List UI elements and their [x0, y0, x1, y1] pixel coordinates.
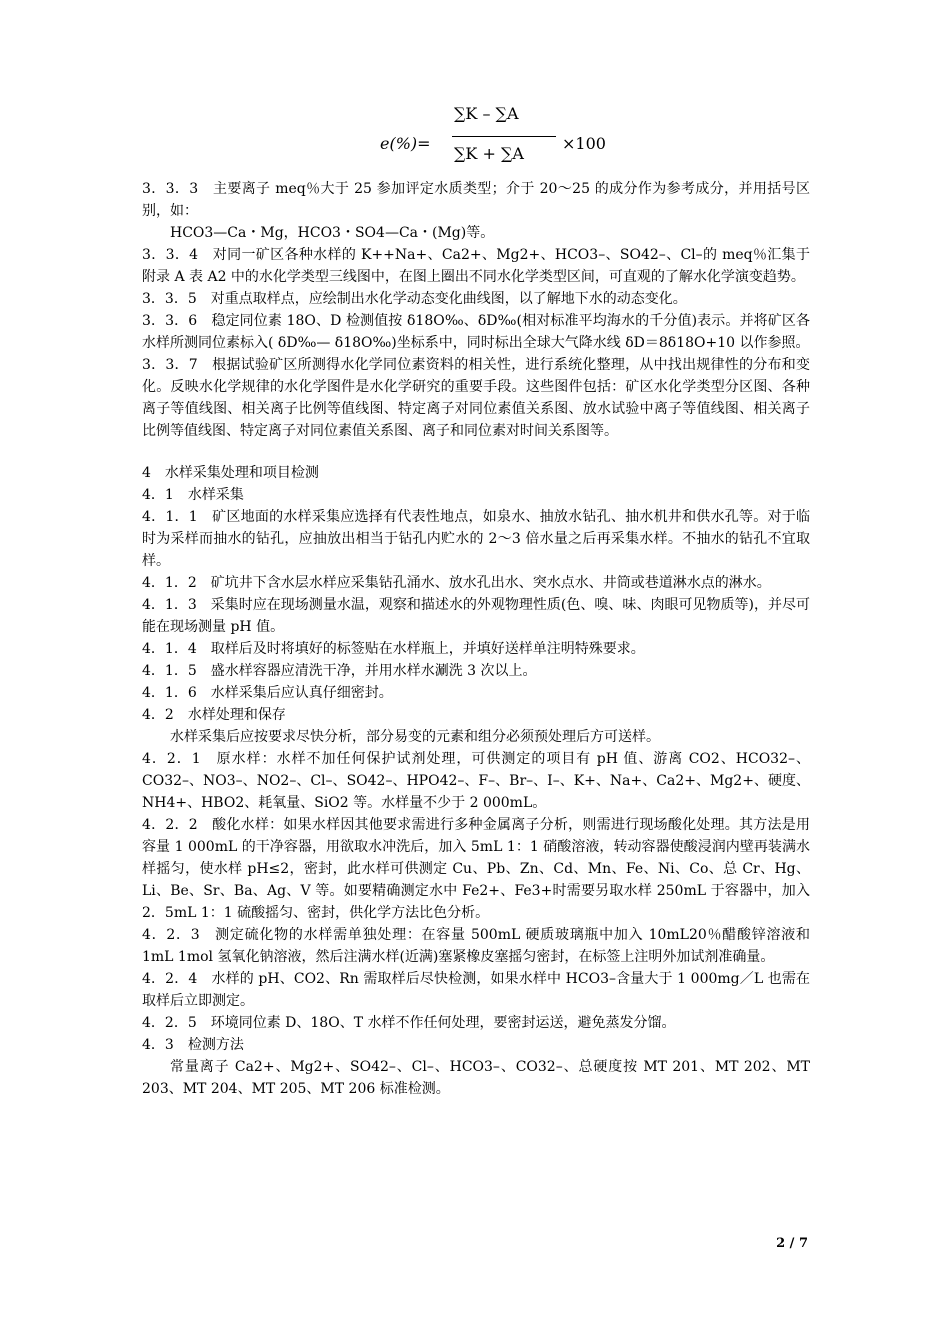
- paragraph-3-3-5: 3．3．5 对重点取样点，应绘制出水化学动态变化曲线图，以了解地下水的动态变化。: [142, 291, 687, 307]
- formula-ion-balance: [142, 96, 810, 178]
- paragraph-3-3-4: 3．3．4 对同一矿区各种水样的 K++Na+、Ca2+、Mg2+、HCO3–、SO42–、Cl–的 meq％汇集于附录 A 表 A2 中的水化学类型三线图中，在图上圈出不同水化学类型区间，可直观的了解水化学演变趋势。: [142, 247, 810, 285]
- paragraph-4-3-intro: 常量离子 Ca2+、Mg2+、SO42–、Cl–、HCO3–、CO32–、总硬度按 MT 201、MT 202、MT 203、MT 204、MT 205、MT 206 标准检测。: [142, 1059, 810, 1097]
- section-heading-4-3: 4．3 检测方法: [142, 1037, 244, 1053]
- paragraph-4-2-1: 4．2．1 原水样：水样不加任何保护试剂处理，可供测定的项目有 pH 值、游离 CO2、HCO32–、CO32–、NO3–、NO2–、Cl–、SO42–、HPO42–、F–、Br–、I–、K+、Na+、Ca2+、Mg2+、硬度、NH4+、HBO2、耗氧量、SiO2 等。水样量不少于 2 000mL。: [142, 751, 810, 811]
- section-heading-4-1: 4．1 水样采集: [142, 487, 244, 503]
- paragraph-4-1-2: 4．1．2 矿坑井下含水层水样应采集钻孔涌水、放水孔出水、突水点水、井筒或巷道淋水点的淋水。: [142, 575, 771, 591]
- paragraph-4-1-4: 4．1．4 取样后及时将填好的标签贴在水样瓶上，并填好送样单注明特殊要求。: [142, 641, 645, 657]
- paragraph-4-2-intro: 水样采集后应按要求尽快分析，部分易变的元素和组分必须预处理后方可送样。: [170, 729, 660, 745]
- page-number: 2 / 7: [776, 1236, 808, 1251]
- paragraph-4-1-1: 4．1．1 矿区地面的水样采集应选择有代表性地点，如泉水、抽放水钻孔、抽水机井和供水孔等。对于临时为采样而抽水的钻孔，应抽放出相当于钻孔内贮水的 2～3 倍水量之后再采集水样。不抽水的钻孔不宜取样。: [142, 509, 810, 569]
- formula-multiplier: ×100: [562, 134, 606, 153]
- paragraph-4-1-3: 4．1．3 采集时应在现场测量水温，观察和描述水的外观物理性质(色、嗅、味、肉眼可见物质等)，并尽可能在现场测量 pH 值。: [142, 597, 810, 635]
- section-heading-4-2: 4．2 水样处理和保存: [142, 707, 286, 723]
- formula-fraction-bar: [452, 136, 556, 137]
- formula-denominator: ∑K + ∑A: [454, 144, 524, 163]
- paragraph-4-1-6: 4．1．6 水样采集后应认真仔细密封。: [142, 685, 393, 701]
- paragraph-4-1-5: 4．1．5 盛水样容器应清洗干净，并用水样水涮洗 3 次以上。: [142, 663, 537, 679]
- paragraph-3-3-6: 3．3．6 稳定同位素 18O、D 检测值按 δ18O‰、δD‰(相对标准平均海水的千分值)表示。并将矿区各水样所测同位素标入( δD‰— δ18O‰)坐标系中，同时标出全球大气降水线 δD＝8δ18O+10 以作参照。: [142, 313, 810, 351]
- paragraph-3-3-7: 3．3．7 根据试验矿区所测得水化学同位素资料的相关性，进行系统化整理，从中找出规律性的分布和变化。反映水化学规律的水化学图件是水化学研究的重要手段。这些图件包括：矿区水化学类型分区图、各种离子等值线图、相关离子比例等值线图、特定离子对同位素值关系图、放水试验中离子等值线图、相关离子比例等值线图、特定离子对同位素值关系图、离子和同位素对时间关系图等。: [142, 357, 810, 439]
- paragraph-4-2-3: 4．2．3 测定硫化物的水样需单独处理：在容量 500mL 硬质玻璃瓶中加入 10mL20％醋酸锌溶液和 1mL 1mol 氢氧化钠溶液，然后注满水样(近满)塞紧橡皮塞摇匀密封，在标签上注明外加试剂准确量。: [142, 927, 810, 965]
- paragraph-4-2-4: 4．2．4 水样的 pH、CO2、Rn 需取样后尽快检测，如果水样中 HCO3–含量大于 1 000mg／L 也需在取样后立即测定。: [142, 971, 810, 1009]
- paragraph-3-3-3: 3．3．3 主要离子 meq％大于 25 参加评定水质类型；介于 20～25 的成分作为参考成分，并用括号区别，如：: [142, 181, 810, 219]
- document-body: [142, 96, 810, 1100]
- formula-lhs: e(%)=: [380, 134, 431, 153]
- paragraph-4-2-5: 4．2．5 环境同位素 D、18O、T 水样不作任何处理，要密封运送，避免蒸发分馏。: [142, 1015, 676, 1031]
- section-heading-4: 4 水样采集处理和项目检测: [142, 465, 319, 481]
- formula-numerator: ∑K – ∑A: [454, 104, 519, 123]
- paragraph-4-2-2: 4．2．2 酸化水样：如果水样因其他要求需进行多种金属离子分析，则需进行现场酸化处理。其方法是用容量 1 000mL 的干净容器，用欲取水冲洗后，加入 5mL 1：1 硝酸溶液，转动容器使酸浸润内壁再装满水样摇匀，使水样 pH≤2，密封，此水样可供测定 Cu、Pb、Zn、Cd、Mn、Fe、Ni、Co、总 Cr、Hg、Li、Be、Sr、Ba、Ag、V 等。如要精确测定水中 Fe2+、Fe3+时需要另取水样 250mL 于容器中，加入 2．5mL 1：1 硫酸摇匀、密封，供化学方法比色分析。: [142, 817, 810, 921]
- paragraph-example: HCO3—Ca・Mg，HCO3・SO4—Ca・(Mg)等。: [170, 225, 495, 241]
